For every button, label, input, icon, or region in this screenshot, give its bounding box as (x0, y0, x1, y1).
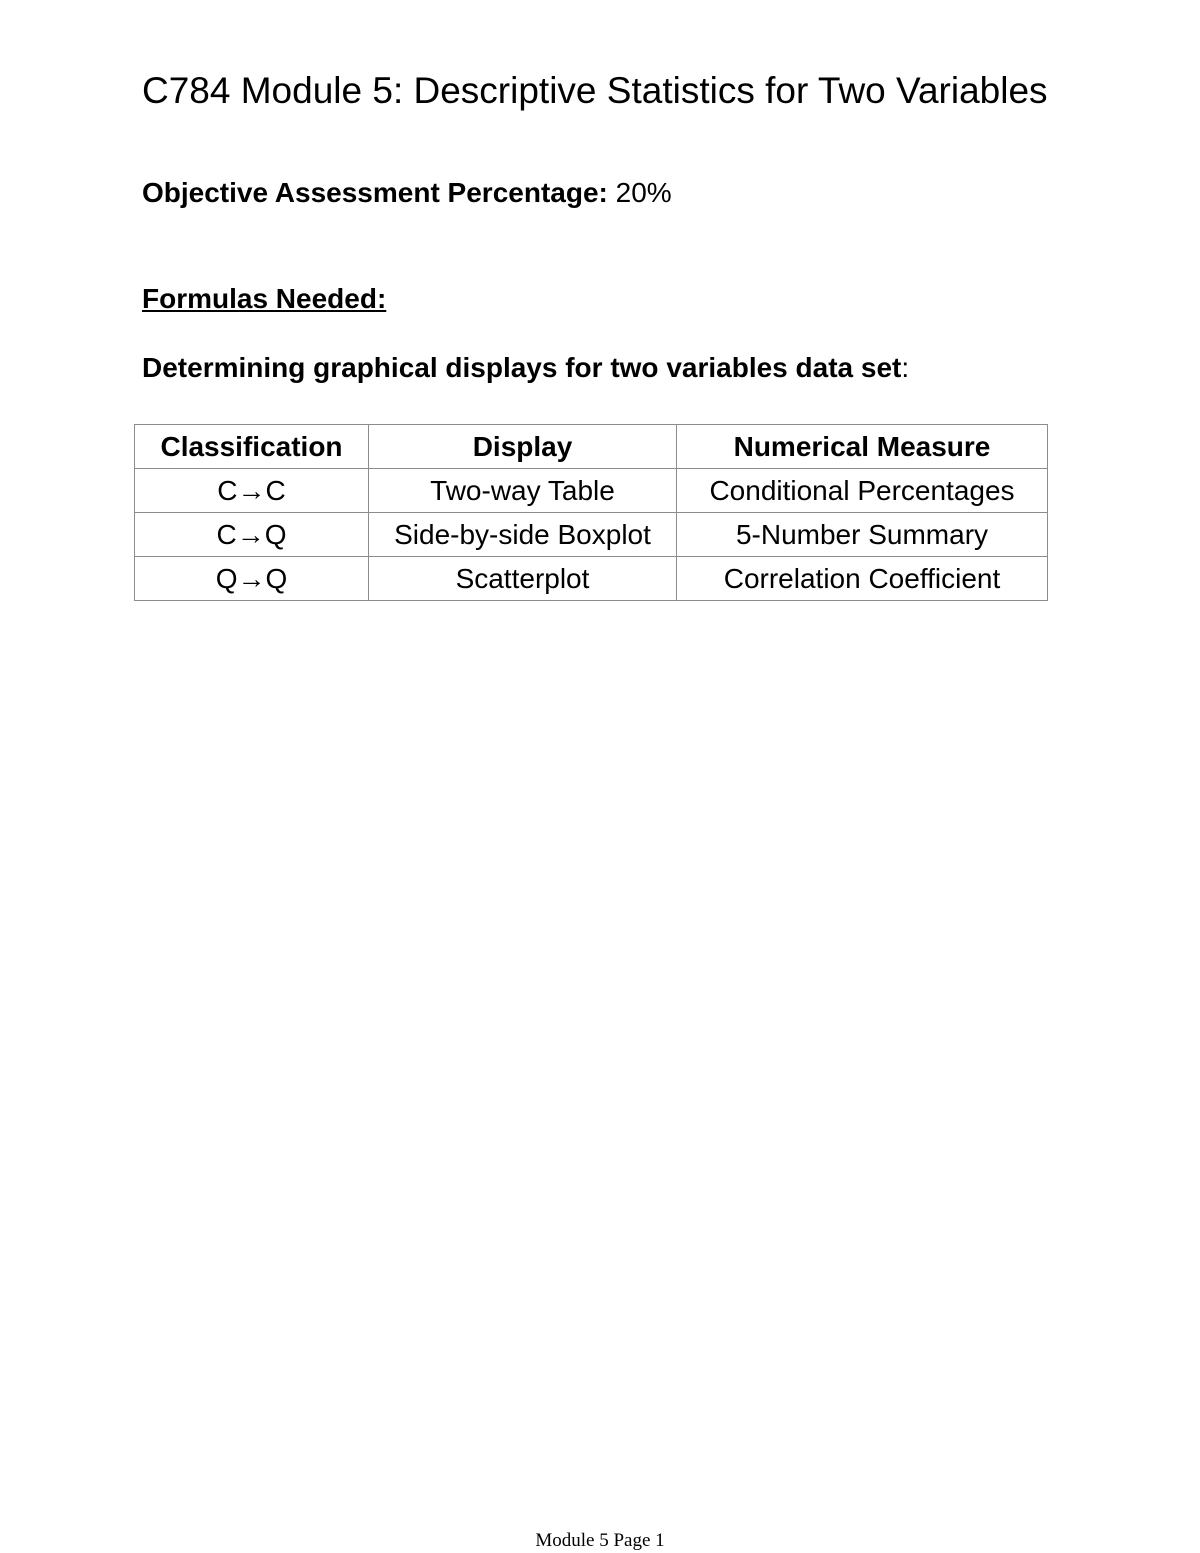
determining-line (142, 351, 909, 385)
table-cell-classification: C→C (135, 469, 369, 513)
header-numerical-measure: Numerical Measure (677, 425, 1048, 469)
table-cell-classification: Q→Q (135, 557, 369, 601)
table-cell-measure: Correlation Coefficient (677, 557, 1048, 601)
table-cell-classification: C→Q (135, 513, 369, 557)
objective-line (142, 176, 672, 210)
table-cell-measure: Conditional Percentages (677, 469, 1048, 513)
header-display: Display (369, 425, 677, 469)
table-cell-measure: 5-Number Summary (677, 513, 1048, 557)
objective-label: Objective Assessment Percentage: (142, 177, 608, 208)
page-footer: Module 5 Page 1 (535, 1530, 665, 1551)
determining-label: Determining graphical displays for two variables data set (142, 352, 902, 383)
table-row (135, 557, 1048, 601)
table-cell-display: Side-by-side Boxplot (369, 513, 677, 557)
header-classification: Classification (135, 425, 369, 469)
table-header-row (135, 425, 1048, 469)
table-cell-display: Scatterplot (369, 557, 677, 601)
determining-suffix: : (901, 352, 910, 383)
table-row (135, 469, 1048, 513)
displays-table (134, 424, 1048, 601)
formulas-heading: Formulas Needed: (142, 283, 387, 314)
objective-value: 20% (615, 177, 672, 208)
page-title: C784 Module 5: Descriptive Statistics for Two Variables (142, 70, 1048, 111)
table-cell-display: Two-way Table (369, 469, 677, 513)
table-row (135, 513, 1048, 557)
